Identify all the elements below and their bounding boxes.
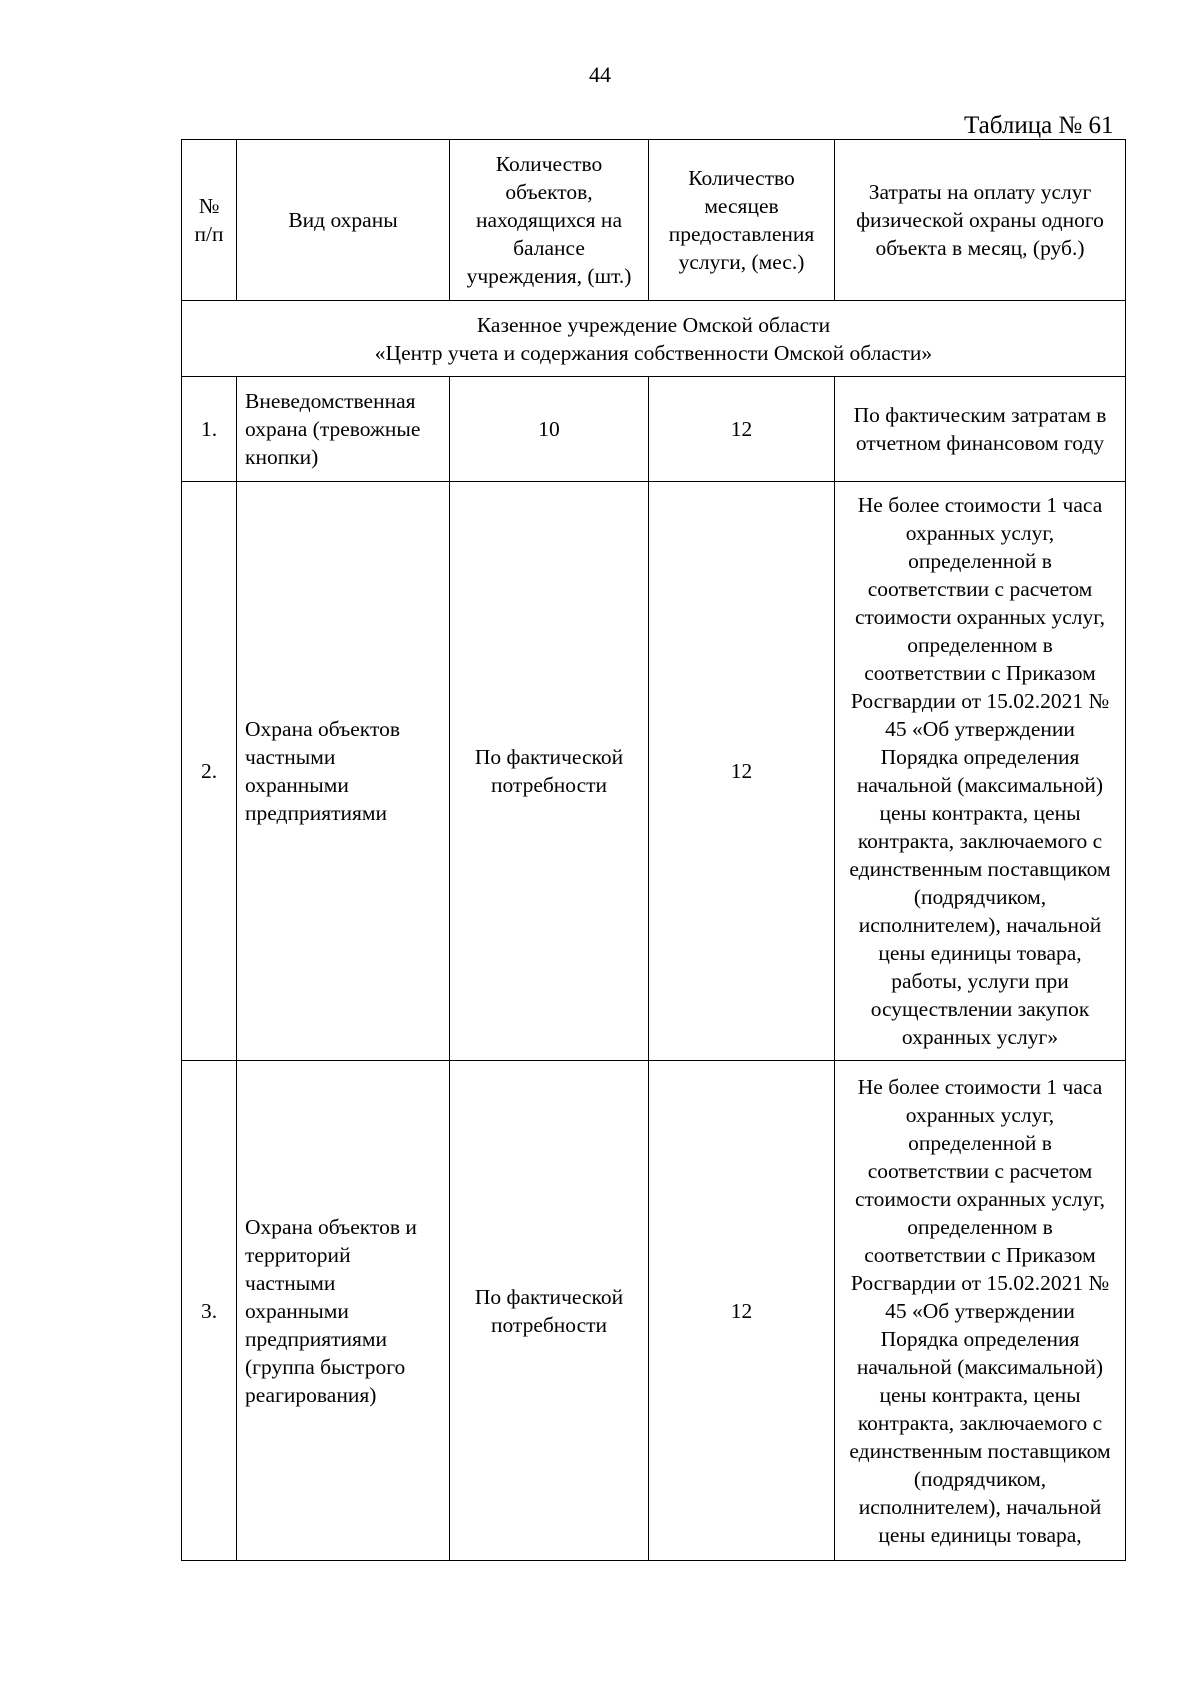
row-costs (835, 482, 1126, 1061)
text-line: начальной (максимальной) (856, 773, 1104, 797)
row-months: 12 (649, 377, 835, 482)
text-line: физической охраны одного (856, 208, 1104, 232)
text-line: объекта в месяц, (руб.) (875, 236, 1085, 260)
text-line: Затраты на оплату услуг (868, 180, 1092, 204)
row-objects (450, 482, 649, 1061)
text-line: (подрядчиком, (913, 885, 1047, 909)
text-line: стоимости охранных услуг, (854, 1186, 1105, 1211)
text-line: определенной в (908, 549, 1052, 573)
text-line: 45 «Об утверждении (885, 1298, 1075, 1323)
text-line: Казенное учреждение Омской области (476, 312, 831, 337)
row-vid (237, 482, 450, 1061)
text-line: потребности (490, 1312, 608, 1337)
text-line: стоимости охранных услуг, (854, 605, 1105, 629)
text-line: (группа быстрого (245, 1354, 406, 1379)
text-line: частными (245, 1270, 336, 1295)
header-row (182, 140, 1126, 301)
text-line: соответствии с Приказом (864, 661, 1096, 685)
section-title (182, 301, 1126, 377)
text-line: охранных услуг, (905, 1102, 1055, 1127)
text-line: охранных услуг» (901, 1025, 1059, 1049)
text-line: охранными (245, 1298, 349, 1323)
header-num (182, 140, 237, 301)
text-line: учреждения, (шт.) (466, 264, 632, 288)
table-row (182, 377, 1126, 482)
text-line: Охрана объектов (245, 717, 400, 741)
text-line: объектов, (505, 180, 593, 204)
page-number: 44 (589, 62, 611, 87)
text-line: № (198, 194, 220, 218)
text-line: контракта, заключаемого с (857, 1410, 1103, 1435)
table-row (182, 482, 1126, 1061)
text-line: реагирования) (245, 1382, 377, 1407)
text-line: услуги, (мес.) (678, 250, 805, 274)
text-line: отчетном финансовом году (855, 431, 1105, 455)
header-objects (450, 140, 649, 301)
text-line: 10 (538, 417, 560, 441)
header-vid (237, 140, 450, 301)
row-num: 1. (182, 377, 237, 482)
text-line: 45 «Об утверждении (885, 717, 1075, 741)
text-line: единственным поставщиком (849, 857, 1111, 881)
text-line: определенном в (907, 1214, 1053, 1239)
row-costs (835, 1061, 1126, 1561)
expense-table (181, 139, 1126, 1561)
text-line: п/п (194, 222, 224, 246)
text-line: (подрядчиком, (913, 1466, 1047, 1491)
text-line: соответствии с расчетом (867, 1158, 1093, 1183)
text-line: исполнителем), начальной (858, 1494, 1102, 1519)
text-line: находящихся на (476, 208, 622, 232)
table-row (182, 1061, 1126, 1561)
row-months: 12 (649, 1061, 835, 1561)
text-line: работы, услуги при (891, 969, 1069, 993)
text-line: Не более стоимости 1 часа (857, 493, 1103, 517)
text-line: контракта, заключаемого с (857, 829, 1103, 853)
row-months: 12 (649, 482, 835, 1061)
text-line: Вневедомственная (245, 389, 416, 413)
text-line: соответствии с Приказом (864, 1242, 1096, 1267)
text-line: начальной (максимальной) (856, 1354, 1104, 1379)
table-label: Таблица № 61 (964, 112, 1114, 139)
text-line: охранными (245, 773, 349, 797)
text-line: охрана (тревожные (245, 417, 421, 441)
text-line: Вид охраны (288, 208, 398, 232)
row-vid (237, 377, 450, 482)
section-row (182, 301, 1126, 377)
text-line: Не более стоимости 1 часа (857, 1074, 1103, 1099)
text-line: месяцев (704, 194, 779, 218)
text-line: кнопки) (245, 445, 319, 469)
text-line: потребности (490, 773, 608, 797)
text-line: Росгвардии от 15.02.2021 № (850, 689, 1110, 713)
row-vid (237, 1061, 450, 1561)
text-line: Количество (495, 152, 603, 176)
text-line: «Центр учета и содержания собственности Омской области» (374, 340, 933, 365)
text-line: предоставления (668, 222, 815, 246)
row-objects (450, 1061, 649, 1561)
text-line: цены контракта, цены (879, 801, 1081, 825)
text-line: По фактическим затратам в (853, 403, 1107, 427)
text-line: соответствии с расчетом (867, 577, 1093, 601)
text-line: Порядка определения (880, 745, 1080, 769)
text-line: определенной в (908, 1130, 1052, 1155)
text-line: предприятиями (245, 801, 388, 825)
row-objects (450, 377, 649, 482)
text-line: По фактической (474, 745, 624, 769)
text-line: цены единицы товара, (878, 1522, 1082, 1547)
header-costs (835, 140, 1126, 301)
text-line: балансе (513, 236, 585, 260)
row-costs (835, 377, 1126, 482)
text-line: охранных услуг, (905, 521, 1055, 545)
text-line: территорий (245, 1242, 351, 1267)
text-line: Порядка определения (880, 1326, 1080, 1351)
text-line: Количество (688, 166, 795, 190)
text-line: цены единицы товара, (878, 941, 1082, 965)
text-line: предприятиями (245, 1326, 388, 1351)
text-line: цены контракта, цены (879, 1382, 1081, 1407)
header-months (649, 140, 835, 301)
text-line: определенном в (907, 633, 1053, 657)
text-line: Росгвардии от 15.02.2021 № (850, 1270, 1110, 1295)
text-line: частными (245, 745, 336, 769)
text-line: Охрана объектов и (245, 1214, 417, 1239)
row-num: 2. (182, 482, 237, 1061)
text-line: исполнителем), начальной (858, 913, 1102, 937)
text-line: осуществлении закупок (870, 997, 1090, 1021)
text-line: По фактической (474, 1284, 624, 1309)
text-line: единственным поставщиком (849, 1438, 1111, 1463)
row-num: 3. (182, 1061, 237, 1561)
